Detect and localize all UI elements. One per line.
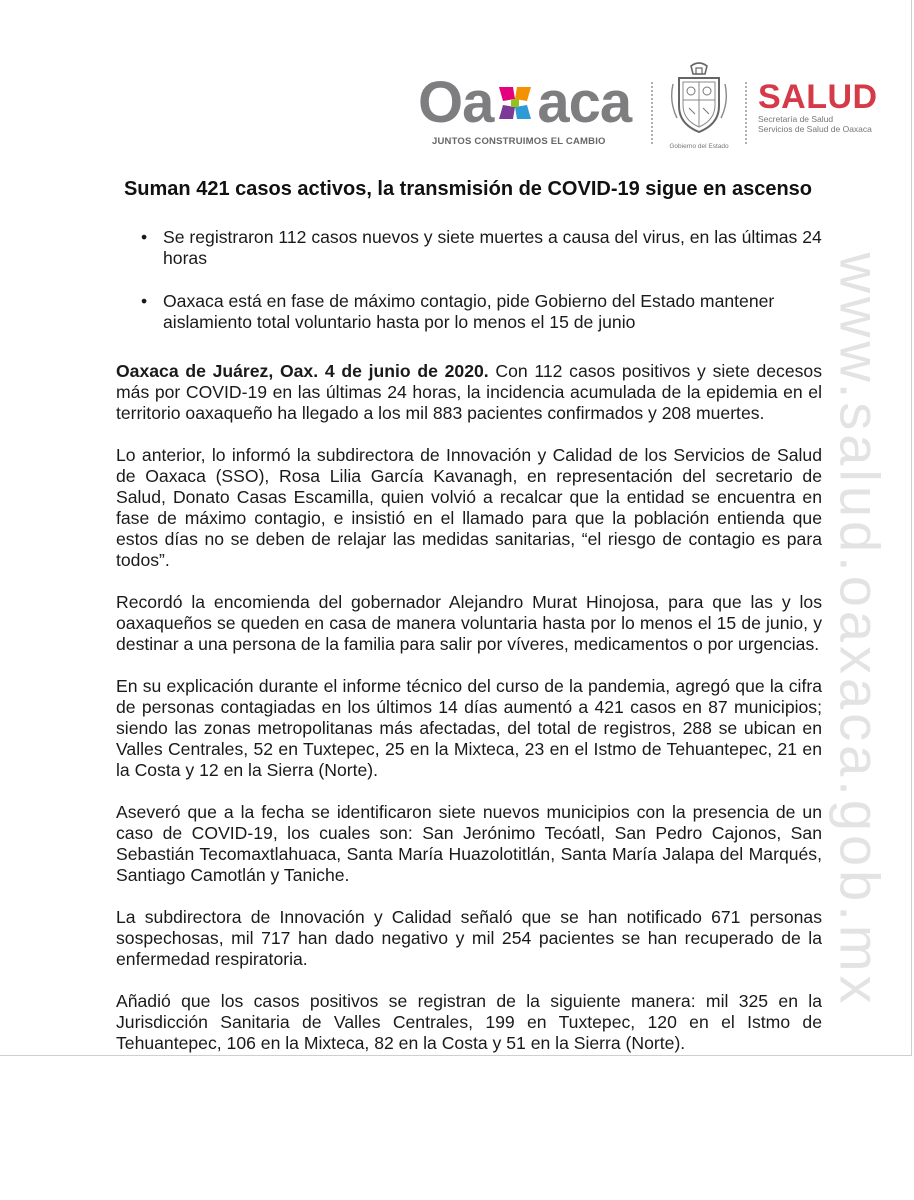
body-paragraph: Lo anterior, lo informó la subdirectora de Innovación y Calidad de los Servicios de Salud de Oaxaca (SSO), Rosa Lilia García Kavanagh, en representación del secretario de Salud, Donato Casas Escamilla, quien volvió a recalcar que la entidad se encuentra en fase de máximo contagio, e insistió en el llamado para que la población entienda que estos días no se deben de relajar las medidas sanitarias, “el riesgo de contagio es para todos”. xyxy=(116,445,822,570)
highlights-list xyxy=(116,227,822,333)
lead-paragraph xyxy=(116,361,822,424)
oaxaca-wordmark-prefix: Oa xyxy=(418,70,494,135)
logo-divider xyxy=(651,82,653,144)
state-seal-caption: Gobierno del Estado xyxy=(669,143,729,150)
salud-subtitle-2: Servicios de Salud de Oaxaca xyxy=(758,124,872,134)
bullet-icon: • xyxy=(141,291,148,311)
bullet-icon: • xyxy=(141,227,148,247)
letterhead xyxy=(418,60,878,155)
watermark-text: www.salud.oaxaca.gob.mx xyxy=(828,251,892,1008)
oaxaca-wordmark-suffix: aca xyxy=(537,70,632,135)
oaxaca-logo xyxy=(418,70,640,147)
salud-subtitle-1: Secretaría de Salud xyxy=(758,114,834,124)
highlight-text: Oaxaca está en fase de máximo contagio, pide Gobierno del Estado mantener aislamiento total voluntario hasta por lo menos el 15 de junio xyxy=(163,291,775,332)
highlight-item xyxy=(116,227,822,269)
dateline: Oaxaca de Juárez, Oax. 4 de junio de 2020. xyxy=(116,361,489,381)
website-watermark xyxy=(828,212,892,1047)
oaxaca-tagline: JUNTOS CONSTRUIMOS EL CAMBIO xyxy=(432,136,606,147)
state-seal xyxy=(663,62,735,150)
body-paragraph: Recordó la encomienda del gobernador Alejandro Murat Hinojosa, para que las y los oaxaqueños se queden en casa de manera voluntaria hasta por lo menos el 15 de junio, y destinar a una persona de la familia para salir por víveres, medicamentos o por urgencias. xyxy=(116,592,822,654)
salud-logo xyxy=(758,80,878,134)
salud-title: SALUD xyxy=(758,78,878,116)
oaxaca-wordmark xyxy=(418,70,640,135)
highlight-item xyxy=(116,291,822,333)
press-release-title: Suman 421 casos activos, la transmisión de COVID-19 sigue en ascenso xyxy=(123,178,813,200)
body-paragraph: Añadió que los casos positivos se registran de la siguiente manera: mil 325 en la Jurisdicción Sanitaria de Valles Centrales, 199 en Tuxtepec, 120 en el Istmo de Tehuantepec, 106 en la Mixteca, 82 en la Costa y 51 en la Sierra (Norte). xyxy=(116,991,822,1053)
lead-text: Con 112 casos positivos y siete decesos más por COVID-19 en las últimas 24 horas, la incidencia acumulada de la epidemia en el territorio oaxaqueño ha llegado a los mil 883 pacientes confirmados y 208 muertes. xyxy=(116,361,822,423)
highlight-text: Se registraron 112 casos nuevos y siete muertes a causa del virus, en las últimas 24 horas xyxy=(163,227,822,268)
body-paragraph: La subdirectora de Innovación y Calidad señaló que se han notificado 671 personas sospechosas, mil 717 han dado negativo y mil 254 pacientes se han recuperado de la enfermedad respiratoria. xyxy=(116,907,822,969)
body-paragraph: Aseveró que a la fecha se identificaron siete nuevos municipios con la presencia de un caso de COVID-19, los cuales son: San Jerónimo Tecóatl, San Pedro Cajonos, San Sebastián Tecomaxtlahuaca, Santa María Huazolotitlán, Santa María Jalapa del Marqués, Santiago Camotlán y Taniche. xyxy=(116,802,822,885)
body-paragraph: En su explicación durante el informe técnico del curso de la pandemia, agregó que la cifra de personas contagiadas en los últimos 14 días aumentó a 421 casos en 87 municipios; siendo las zonas metropolitanas más afectadas, del total de registros, 288 se ubican en Valles Centrales, 52 en Tuxtepec, 25 en la Mixteca, 23 en el Istmo de Tehuantepec, 21 en la Costa y 12 en la Sierra (Norte). xyxy=(116,676,822,780)
state-coat-of-arms-icon xyxy=(669,62,729,136)
press-release-body xyxy=(116,227,822,1075)
oaxaca-x-mark-icon xyxy=(495,83,535,123)
logo-divider-2 xyxy=(745,82,747,144)
